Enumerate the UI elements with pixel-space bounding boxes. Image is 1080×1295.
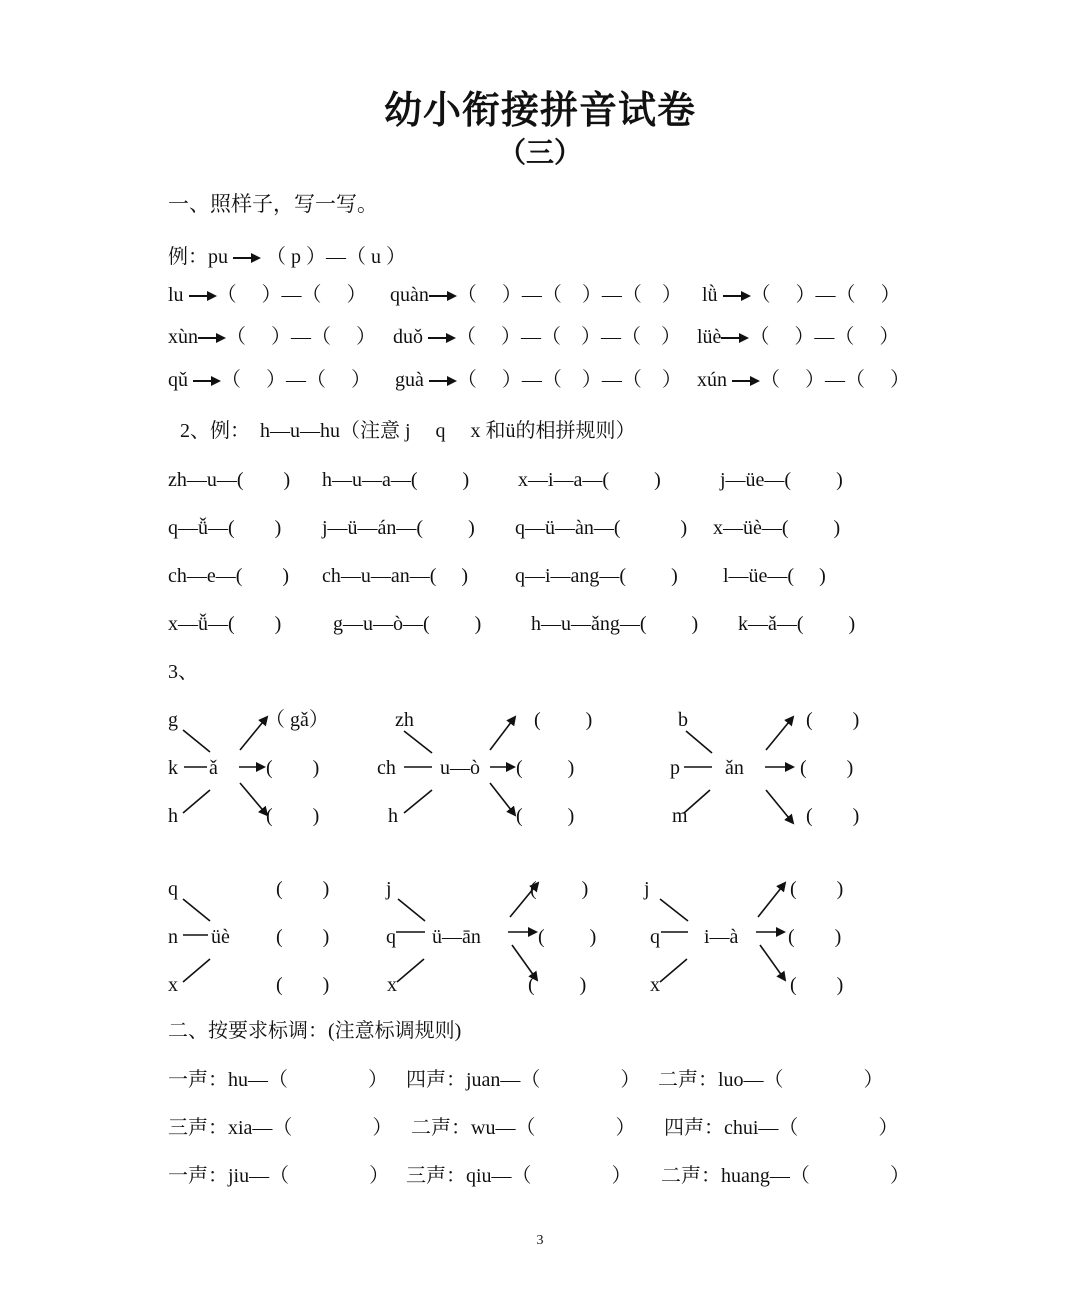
g6-answer[interactable]: ( ): [790, 878, 844, 900]
s1-blanks[interactable]: （ ）—（ ）—（ ）: [456, 284, 682, 306]
s2-item[interactable]: zh—u—( ): [168, 469, 291, 491]
section2-heading: 2、例： h—u—hu（注意 j q x 和ü的相拼规则）: [180, 420, 636, 442]
s2-item[interactable]: q—i—ang—( ): [515, 565, 678, 587]
g4-answer[interactable]: ( ): [276, 878, 330, 900]
s1-item: [393, 327, 681, 347]
g1-initial: g: [168, 709, 178, 731]
g6-initial: q: [650, 926, 660, 948]
g4-final: üè: [211, 926, 230, 948]
s2-item[interactable]: j—üe—( ): [720, 469, 843, 491]
g5-initial: q: [386, 926, 396, 948]
g5-initial: j: [386, 878, 392, 900]
s4-item[interactable]: 三声：qiu—（ ）: [406, 1165, 632, 1187]
example-row: [168, 247, 406, 267]
section1-heading: 一、照样子，写一写。: [168, 192, 378, 216]
g5-answer[interactable]: ( ): [530, 878, 589, 900]
s2-item[interactable]: x—ǚ—( ): [168, 613, 282, 635]
g1-initial: k: [168, 757, 178, 779]
g2-answer[interactable]: ( ): [534, 709, 593, 731]
s1-item: [697, 327, 899, 347]
g1-final: ǎ: [209, 757, 218, 779]
s1-blanks[interactable]: （ ）—（ ）—（ ）: [456, 326, 681, 348]
s1-word: duǒ: [393, 326, 423, 348]
s1-word: quàn: [390, 284, 429, 306]
g6-final: i—à: [704, 926, 739, 948]
s1-blanks[interactable]: （ ）—（ ）: [750, 284, 901, 306]
right-arrow-icon: [428, 331, 456, 345]
section4-heading: 二、按要求标调：(注意标调规则): [168, 1020, 462, 1042]
g5-answer[interactable]: ( ): [538, 926, 597, 948]
s1-blanks[interactable]: （ ）—（ ）: [221, 369, 371, 391]
s1-word: lu: [168, 284, 184, 306]
s2-item[interactable]: q—ü—àn—( ): [515, 517, 688, 539]
s1-blanks[interactable]: （ ）—（ ）—（ ）: [456, 369, 682, 391]
s2-item[interactable]: h—u—ǎng—( ): [531, 613, 699, 635]
s2-item[interactable]: x—i—a—( ): [518, 469, 661, 491]
s2-item[interactable]: h—u—a—( ): [322, 469, 470, 491]
right-arrow-icon: [721, 331, 749, 345]
s4-item[interactable]: 四声：juan—（ ）: [406, 1069, 641, 1091]
s1-item: [168, 370, 371, 390]
right-arrow-icon: [429, 374, 457, 388]
g6-initial: j: [644, 878, 650, 900]
g4-initial: q: [168, 878, 178, 900]
s1-item: [395, 370, 682, 390]
s2-item[interactable]: x—üè—( ): [713, 517, 841, 539]
g6-answer[interactable]: ( ): [790, 974, 844, 996]
g5-answer[interactable]: ( ): [528, 974, 587, 996]
g3-initial: p: [670, 757, 680, 779]
s4-item[interactable]: 四声：chui—（ ）: [664, 1117, 899, 1139]
page-title: 幼小衔接拼音试卷: [383, 90, 696, 132]
g3-answer[interactable]: ( ): [800, 757, 854, 779]
s1-blanks[interactable]: （ ）—（ ）: [749, 326, 900, 348]
g2-final: u—ò: [440, 757, 480, 779]
s2-item[interactable]: ch—e—( ): [168, 565, 290, 587]
right-arrow-icon: [198, 331, 226, 345]
g3-answer[interactable]: ( ): [806, 709, 860, 731]
g2-initial: ch: [377, 757, 396, 779]
g3-initial: b: [678, 709, 688, 731]
s1-item: [168, 285, 367, 305]
g1-answer[interactable]: ( ): [266, 757, 320, 779]
g2-answer[interactable]: ( ): [516, 757, 575, 779]
right-arrow-icon: [732, 374, 760, 388]
s1-word: lüè: [697, 326, 722, 348]
right-arrow-icon: [723, 289, 751, 303]
s1-blanks[interactable]: （ ）—（ ）: [216, 284, 367, 306]
g4-answer[interactable]: ( ): [276, 926, 330, 948]
g1-initial: h: [168, 805, 178, 827]
g1-answer[interactable]: （ gǎ）: [265, 709, 329, 731]
g1-answer[interactable]: ( ): [266, 805, 320, 827]
g6-answer[interactable]: ( ): [788, 926, 842, 948]
s4-item[interactable]: 二声：huang—（ ）: [661, 1165, 910, 1187]
s1-item: [697, 370, 910, 390]
s4-item[interactable]: 二声：luo—（ ）: [658, 1069, 884, 1091]
s2-item[interactable]: l—üe—( ): [723, 565, 826, 587]
right-arrow-icon: [429, 289, 457, 303]
s4-item[interactable]: 三声：xia—（ ）: [168, 1117, 393, 1139]
g2-initial: h: [388, 805, 398, 827]
page-subtitle: （三）: [497, 138, 582, 169]
section3-heading: 3、: [168, 661, 198, 683]
s1-item: [702, 285, 901, 305]
right-arrow-icon: [189, 289, 217, 303]
g6-initial: x: [650, 974, 660, 996]
g3-initial: m: [672, 805, 688, 827]
s1-blanks[interactable]: （ ）—（ ）: [226, 326, 376, 348]
s4-item[interactable]: 一声：hu—（ ）: [168, 1069, 388, 1091]
s2-item[interactable]: q—ǚ—( ): [168, 517, 282, 539]
example-prefix: 例：pu: [168, 246, 228, 268]
g2-answer[interactable]: ( ): [516, 805, 575, 827]
g4-initial: n: [168, 926, 178, 948]
g2-initial: zh: [395, 709, 414, 731]
s1-item: [168, 327, 376, 347]
s1-word: lǜ: [702, 284, 718, 306]
page-number: 3: [536, 1233, 544, 1248]
s1-word: qǔ: [168, 369, 188, 391]
s4-item[interactable]: 一声：jiu—（ ）: [168, 1165, 390, 1187]
right-arrow-icon: [193, 374, 221, 388]
g5-final: ü—ān: [432, 926, 481, 948]
g4-initial: x: [168, 974, 178, 996]
s1-blanks[interactable]: （ ）—（ ）: [760, 369, 910, 391]
s1-word: guà: [395, 369, 424, 391]
s2-item[interactable]: j—ü—án—( ): [322, 517, 475, 539]
right-arrow-icon: [233, 251, 261, 265]
s1-word: xún: [697, 369, 727, 391]
s2-item[interactable]: k—ǎ—( ): [738, 613, 856, 635]
g4-answer[interactable]: ( ): [276, 974, 330, 996]
s1-item: [390, 285, 682, 305]
g3-final: ǎn: [725, 757, 744, 779]
g5-initial: x: [387, 974, 397, 996]
example-answer: （ p ）—（ u ）: [266, 246, 406, 268]
s4-item[interactable]: 二声：wu—（ ）: [411, 1117, 636, 1139]
s1-word: xùn: [168, 326, 198, 348]
g3-answer[interactable]: ( ): [806, 805, 860, 827]
s2-item[interactable]: ch—u—an—( ): [322, 565, 469, 587]
s2-item[interactable]: g—u—ò—( ): [333, 613, 482, 635]
